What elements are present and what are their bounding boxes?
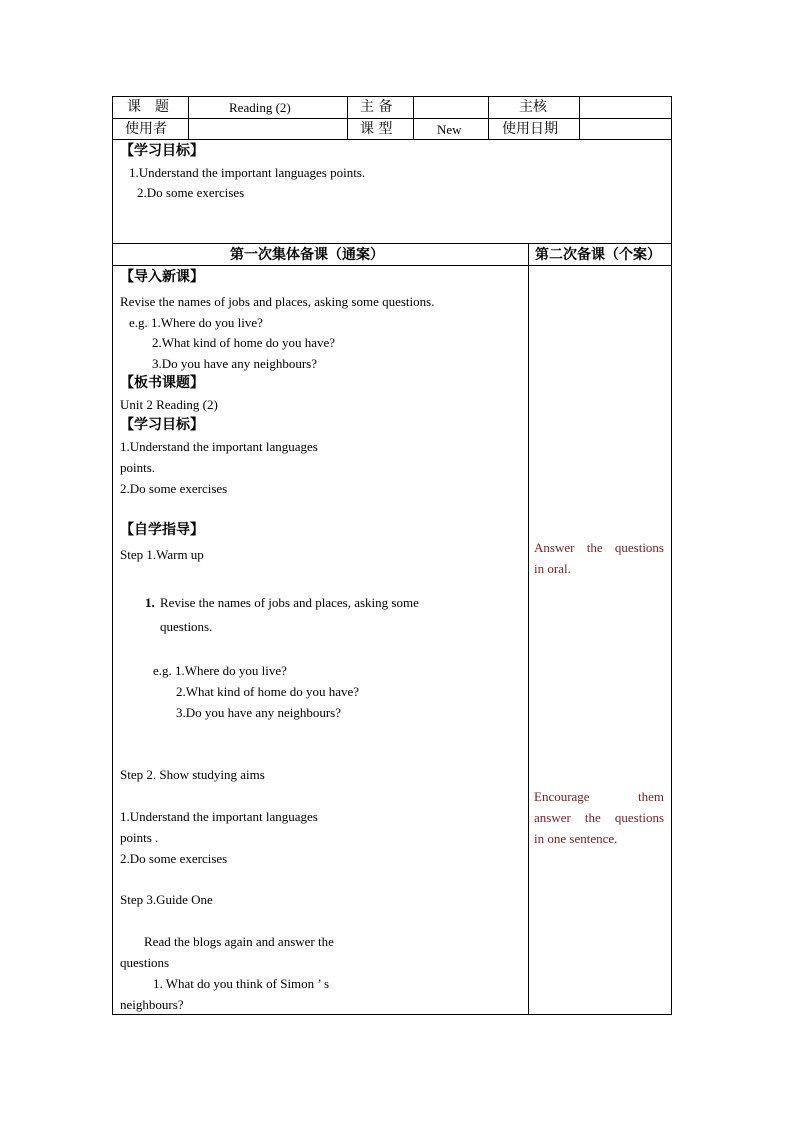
review-label: 主核	[519, 99, 547, 115]
user-label: 使用者	[125, 121, 167, 137]
intro-question-1: e.g. 1.Where do you live?	[129, 315, 263, 330]
step-1-number: 1.	[145, 595, 155, 610]
date-label: 使用日期	[502, 121, 558, 137]
step-1-label: Step 1.Warm up	[120, 547, 204, 562]
prep-label: 主 备	[360, 99, 393, 115]
step-3-text-a: Read the blogs again and answer the	[144, 934, 334, 949]
step-3-text-b: questions	[120, 955, 170, 970]
step-2-item-1a: 1.Understand the important languages	[120, 809, 318, 824]
note-answer-oral	[534, 537, 664, 579]
topic-value: Reading (2)	[229, 100, 291, 115]
step-1-text-b: questions.	[160, 619, 213, 634]
step-1-question-3: 3.Do you have any neighbours?	[176, 705, 341, 720]
board-text: Unit 2 Reading (2)	[120, 397, 218, 412]
intro-question-2: 2.What kind of home do you have?	[152, 335, 336, 350]
intro-question-3: 3.Do you have any neighbours?	[152, 356, 317, 371]
objectives-title: 【学习目标】	[120, 143, 204, 159]
objective-item-2: 2.Do some exercises	[137, 185, 245, 200]
type-label: 课 型	[360, 121, 393, 137]
step-2-item-1b: points .	[120, 830, 159, 845]
board-title: 【板书课题】	[120, 375, 204, 391]
first-prep-heading: 第一次集体备课（通案）	[230, 247, 384, 263]
note-1-line-b: in oral.	[534, 561, 571, 576]
goals-item-2: 2.Do some exercises	[120, 481, 228, 496]
goals-item-1a: 1.Understand the important languages	[120, 439, 318, 454]
step-2-item-2: 2.Do some exercises	[120, 851, 228, 866]
step-3-question-1a: 1. What do you think of Simon ’ s	[153, 976, 330, 991]
topic-label: 课 题	[127, 99, 169, 115]
intro-text: Revise the names of jobs and places, asking some questions.	[120, 294, 435, 309]
step-3-label: Step 3.Guide One	[120, 892, 213, 907]
step-1-question-2: 2.What kind of home do you have?	[176, 684, 360, 699]
note-encourage	[534, 786, 664, 849]
note-2-line-c: in one sentence.	[534, 831, 618, 846]
step-3-question-1b: neighbours?	[120, 997, 184, 1012]
intro-title: 【导入新课】	[120, 269, 204, 285]
self-study-title: 【自学指导】	[120, 522, 204, 538]
note-2-line-b: answer the questions	[534, 810, 664, 825]
second-prep-heading: 第二次备课（个案）	[535, 247, 661, 263]
type-value: New	[437, 122, 462, 137]
goals-item-1b: points.	[120, 460, 156, 475]
objective-item-1: 1.Understand the important languages points.	[129, 165, 366, 180]
step-1-text-a: Revise the names of jobs and places, asking some	[160, 595, 419, 610]
goals-title: 【学习目标】	[120, 417, 204, 433]
step-1-question-1: e.g. 1.Where do you live?	[153, 663, 287, 678]
note-2-line-a: Encourage them	[534, 789, 664, 804]
step-2-label: Step 2. Show studying aims	[120, 767, 265, 782]
note-1-line-a: Answer the questions	[534, 540, 664, 555]
